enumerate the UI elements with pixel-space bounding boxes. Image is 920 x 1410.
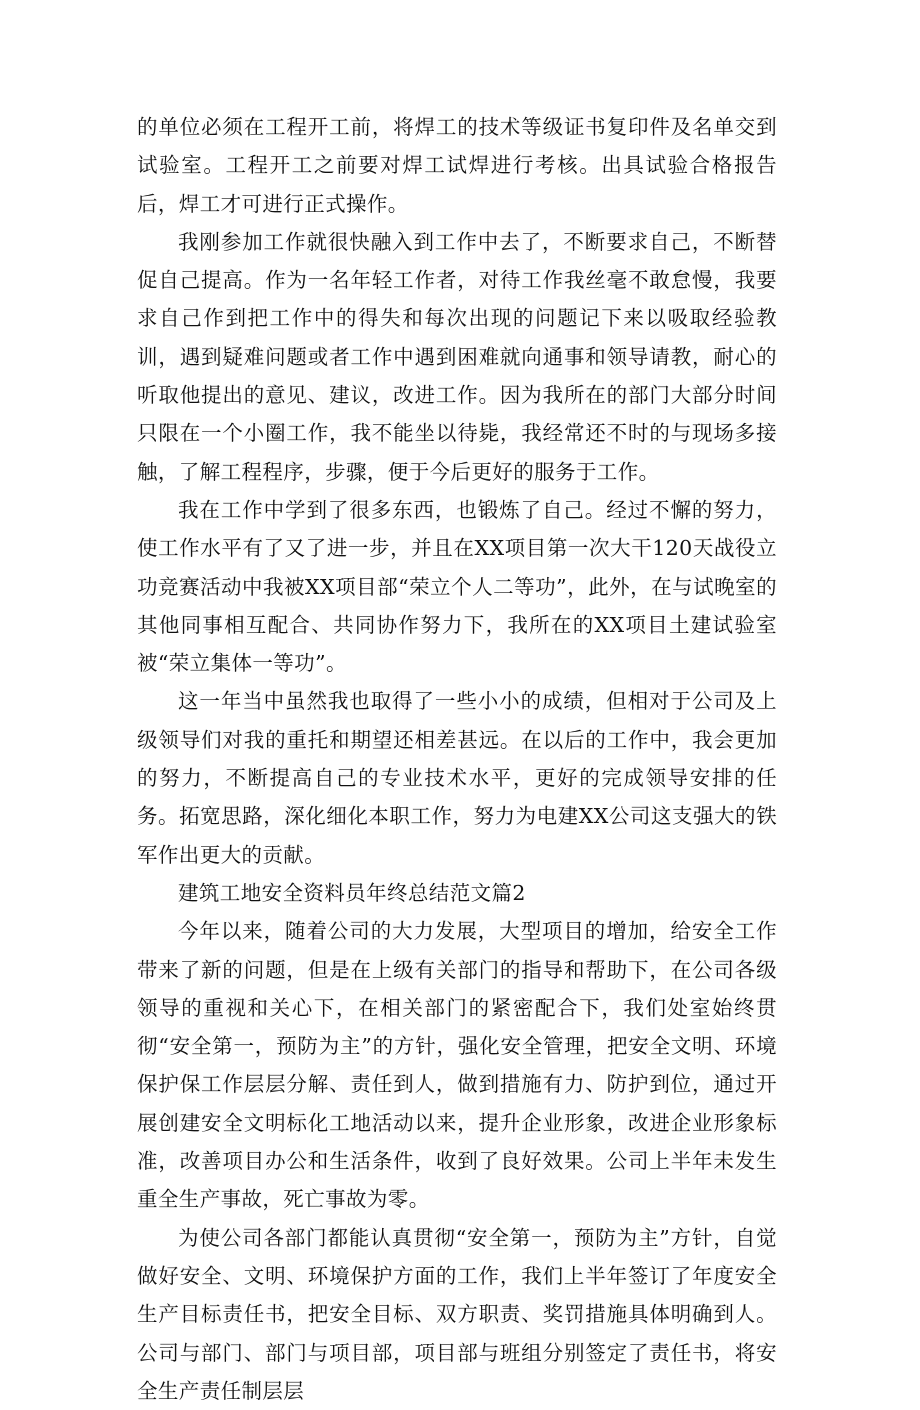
paragraph-work-attitude: 我刚参加工作就很快融入到工作中去了，不断要求自己，不断替促自己提高。作为一名年轻工作者，对待工作我丝毫不敢怠慢，我要求自己作到把工作中的得失和每次出现的问题记下来以吸取经验教训，遇到疑难问题或者工作中遇到困难就向通事和领导请教，耐心的听取他提出的意见、建议，改进工作。因为我所在的部门大部分时间只限在一个小圈工作，我不能坐以待毙，我经常还不时的与现场多接触，了解工程程序，步骤，便于今后更好的服务于工作。 (137, 229, 777, 484)
section-heading: 建筑工地安全资料员年终总结范文篇2 (178, 880, 526, 905)
paragraph-welder-certification: 的单位必须在工程开工前，将焊工的技术等级证书复印件及名单交到试验室。工程开工之前要对焊工试焊进行考核。出具试验合格报告后，焊工才可进行正式操作。 (137, 115, 777, 216)
paragraph-achievements: 我在工作中学到了很多东西，也锻炼了自己。经过不懈的努力，使工作水平有了又了进一步，并且在XX项目第一次大干120天战役立功竞赛活动中我被XX项目部“荣立个人二等功”，此外，在与试晚室的其他同事相互配合、共同协作努力下，我所在的XX项目土建试验室被“荣立集体一等功”。 (137, 497, 777, 676)
document-body (137, 108, 777, 1410)
paragraph-safety-overview: 今年以来，随着公司的大力发展，大型项目的增加，给安全工作带来了新的问题，但是在上级有关部门的指导和帮助下，在公司各级领导的重视和关心下，在相关部门的紧密配合下，我们处室始终贯彻“安全第一，预防为主”的方针，强化安全管理，把安全文明、环境保护保工作层层分解、责任到人，做到措施有力、防护到位，通过开展创建安全文明标化工地活动以来，提升企业形象，改进企业形象标准，改善项目办公和生活条件，收到了良好效果。公司上半年未发生重全生产事故，死亡事故为零。 (137, 919, 777, 1212)
paragraph-safety-responsibility: 为使公司各部门都能认真贯彻“安全第一，预防为主”方针，自觉做好安全、文明、环境保护方面的工作，我们上半年签订了年度安全生产目标责任书，把安全目标、双方职责、奖罚措施具体明确到人。公司与部门、部门与项目部，项目部与班组分别签定了责任书，将安全生产责任制层层 (137, 1225, 777, 1403)
paragraph-future-goals: 这一年当中虽然我也取得了一些小小的成绩，但相对于公司及上级领导们对我的重托和期望还相差甚远。在以后的工作中，我会更加的努力，不断提高自己的专业技术水平，更好的完成领导安排的任务。拓宽思路，深化细化本职工作，努力为电建XX公司这支强大的铁军作出更大的贡献。 (137, 689, 777, 867)
